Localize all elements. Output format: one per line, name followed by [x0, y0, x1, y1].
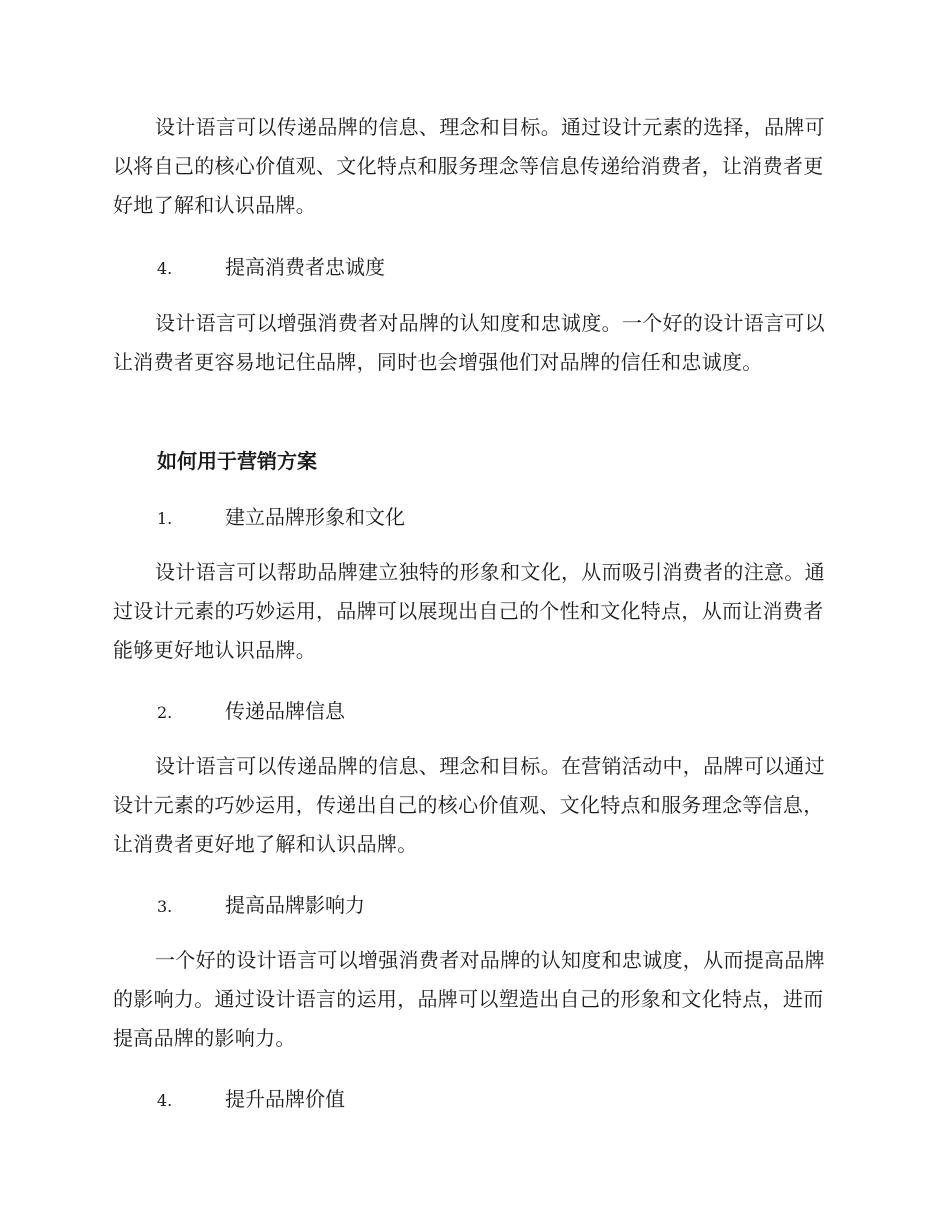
- paragraph-text: 设计语言可以增强消费者对品牌的认知度和忠诚度。一个好的设计语言可以让消费者更容易地记住品牌，同时也会增强他们对品牌的信任和忠诚度。: [113, 311, 825, 374]
- paragraph-text: 设计语言可以帮助品牌建立独特的形象和文化，从而吸引消费者的注意。通过设计元素的巧妙运用，品牌可以展现出自己的个性和文化特点，从而让消费者能够更好地认识品牌。: [113, 560, 825, 662]
- list-item-brand-value: [157, 1084, 345, 1114]
- paragraph-text: 一个好的设计语言可以增强消费者对品牌的认知度和忠诚度，从而提高品牌的影响力。通过设计语言的运用，品牌可以塑造出自己的形象和文化特点，进而提高品牌的影响力。: [113, 948, 825, 1050]
- list-item-loyalty: [157, 252, 385, 282]
- list-title: 提升品牌价值: [225, 1087, 345, 1111]
- paragraph-text: 设计语言可以传递品牌的信息、理念和目标。通过设计元素的选择，品牌可以将自己的核心价值观、文化特点和服务理念等信息传递给消费者，让消费者更好地了解和认识品牌。: [113, 115, 825, 217]
- list-number: 4.: [157, 1091, 173, 1110]
- list-item-image-culture: [157, 502, 405, 532]
- list-title: 提高品牌影响力: [225, 893, 365, 917]
- list-item-brand-message: [157, 696, 345, 726]
- list-number: 4.: [157, 259, 173, 278]
- paragraph-brand-info: [113, 108, 833, 225]
- paragraph-text: 设计语言可以传递品牌的信息、理念和目标。在营销活动中，品牌可以通过设计元素的巧妙运用，传递出自己的核心价值观、文化特点和服务理念等信息，让消费者更好地了解和认识品牌。: [113, 754, 825, 856]
- section-heading: 如何用于营销方案: [157, 449, 317, 473]
- paragraph-influence: [113, 941, 833, 1058]
- list-number: 1.: [157, 509, 173, 528]
- list-number: 2.: [157, 703, 173, 722]
- list-title: 建立品牌形象和文化: [225, 505, 405, 529]
- list-item-influence: [157, 890, 365, 920]
- list-number: 3.: [157, 897, 173, 916]
- list-title: 传递品牌信息: [225, 699, 345, 723]
- paragraph-loyalty: [113, 304, 833, 382]
- paragraph-brand-message: [113, 747, 833, 864]
- paragraph-image-culture: [113, 553, 833, 670]
- list-title: 提高消费者忠诚度: [225, 255, 385, 279]
